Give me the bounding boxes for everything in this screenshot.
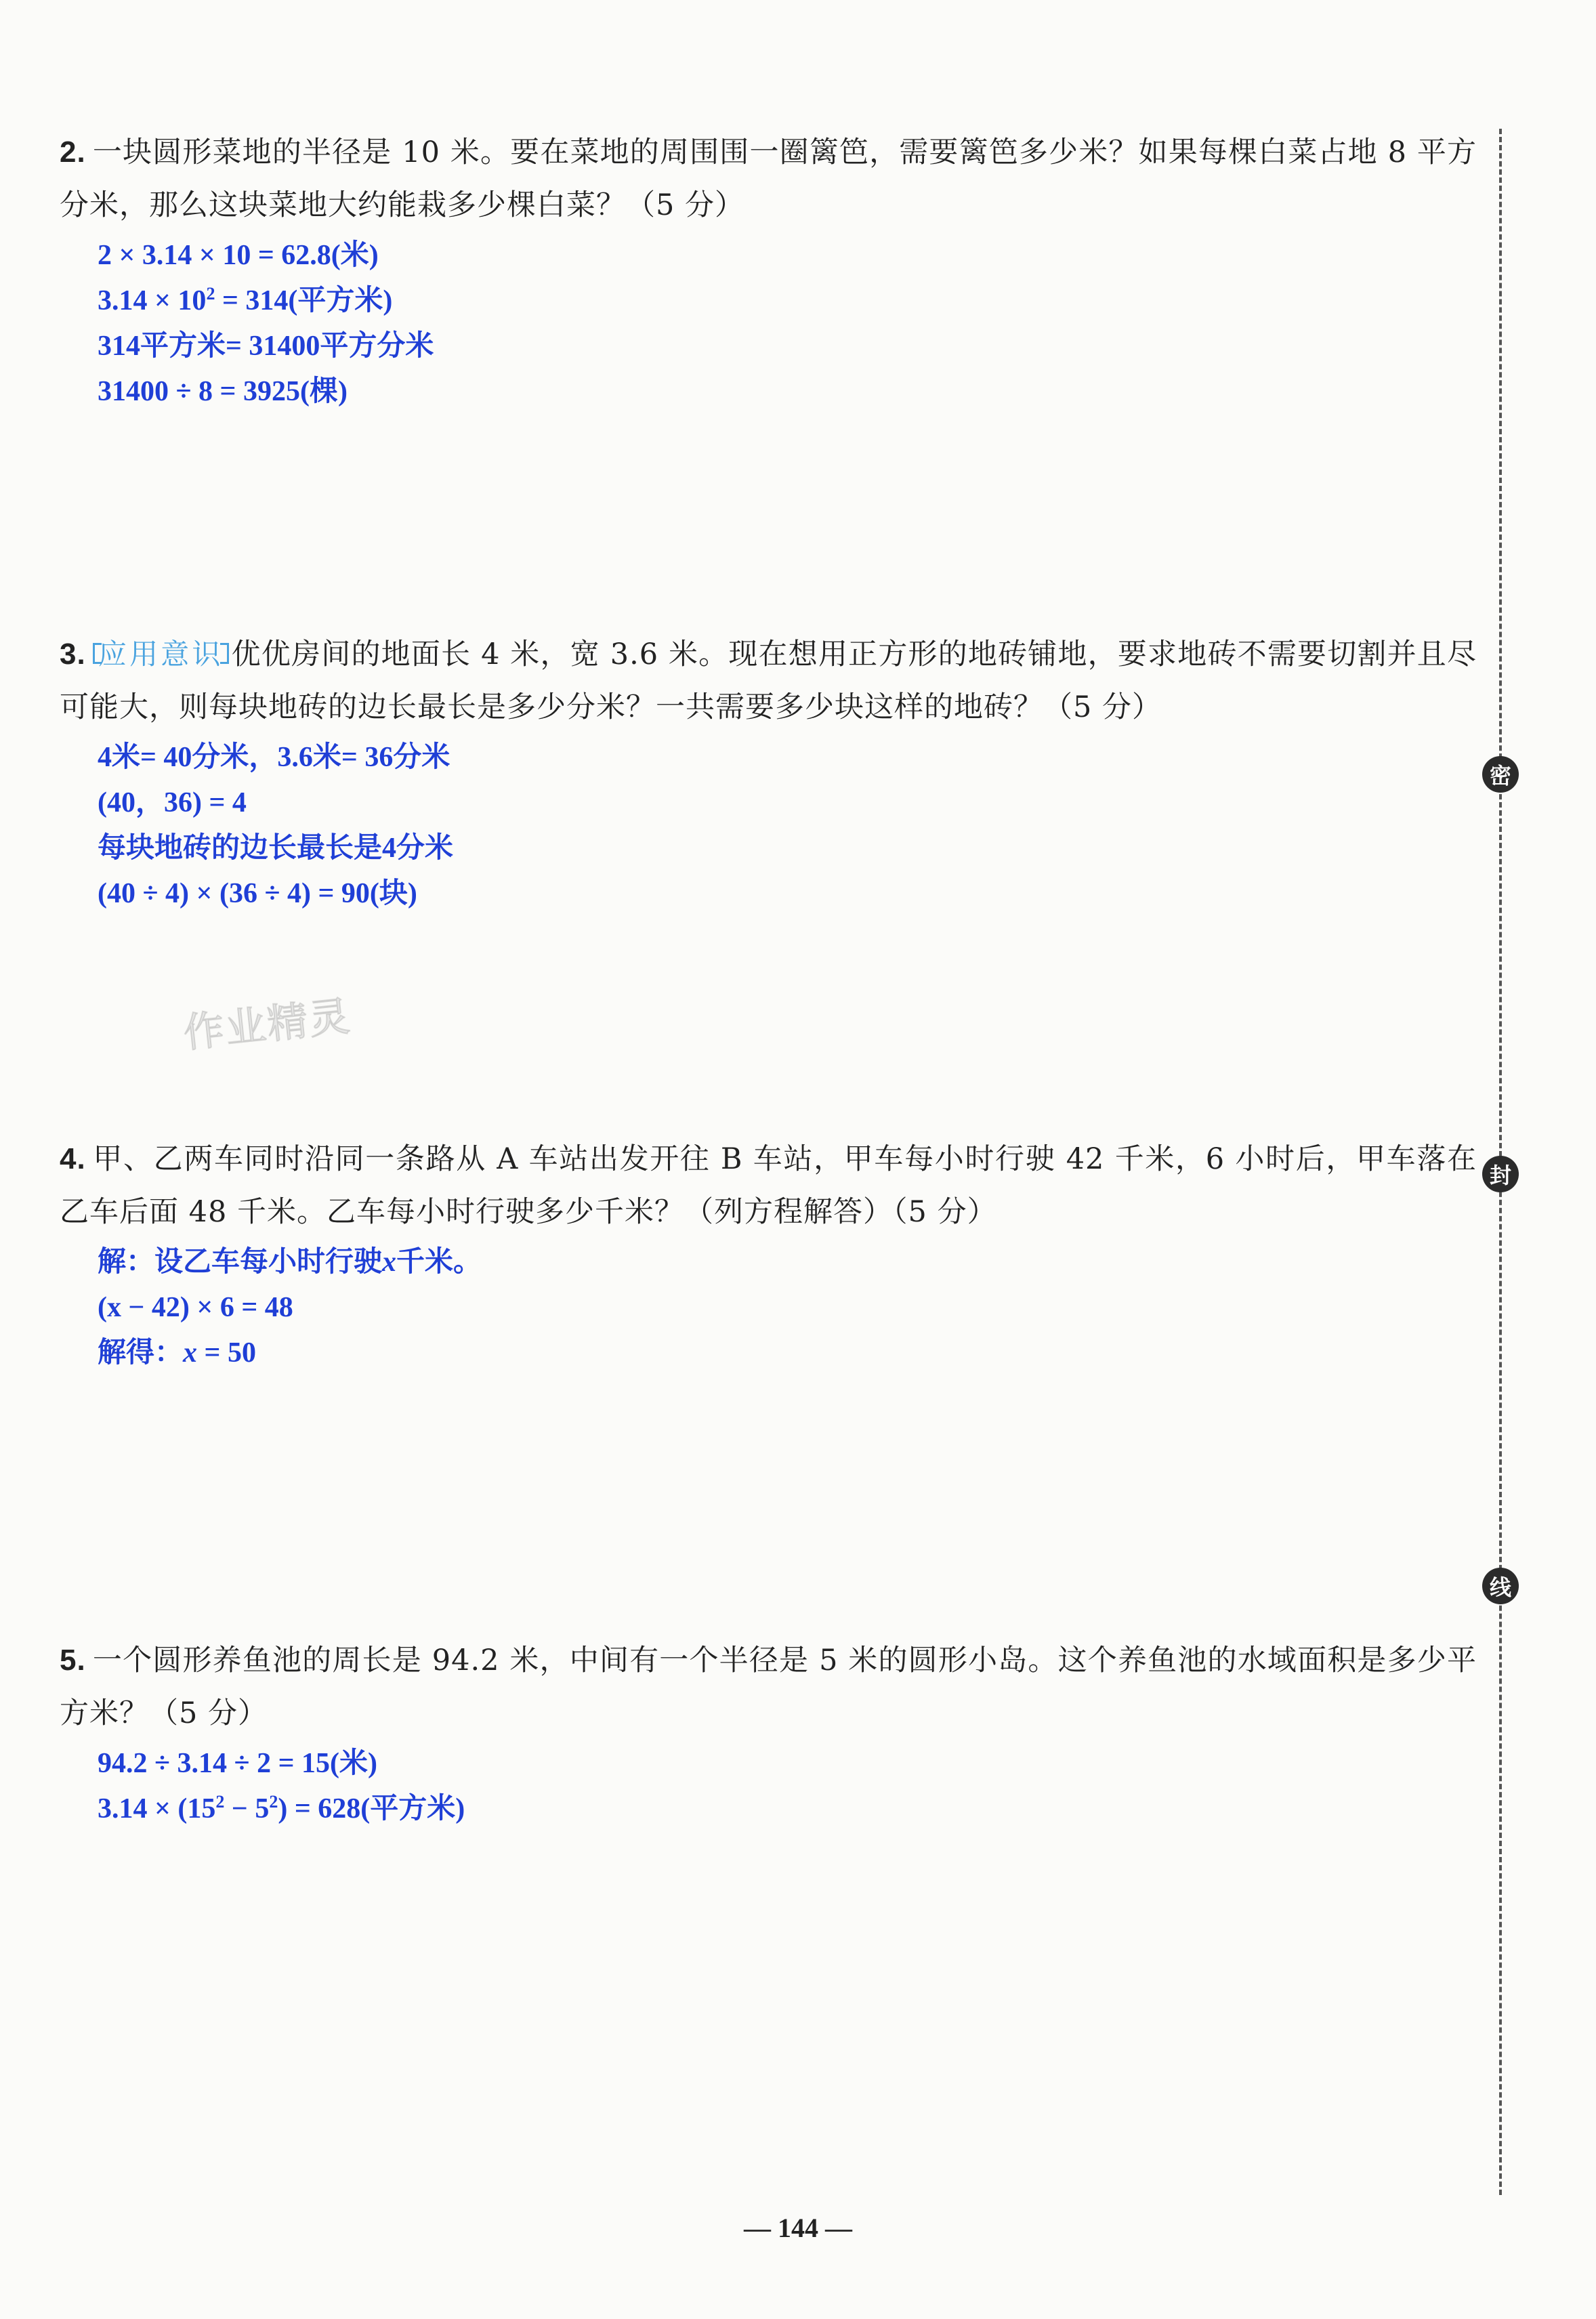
question-text: [60, 126, 1477, 232]
question-number: 4.: [60, 1142, 86, 1175]
answer-block: [60, 735, 1477, 917]
answer-line: (x − 42) × 6 = 48: [98, 1292, 293, 1323]
answer-line: 31400 ÷ 8 = 3925(棵): [98, 376, 348, 407]
seal-label-feng: 封: [1482, 1156, 1519, 1192]
question-5: [60, 1634, 1477, 1832]
question-body: 一块圆形菜地的半径是 10 米。要在菜地的周围围一圈篱笆，需要篱笆多少米？如果每棵白菜占地 8 平方分米，那么这块菜地大约能栽多少棵白菜？（5 分）: [60, 135, 1477, 222]
answer-line: (40 ÷ 4) × (36 ÷ 4) = 90(块): [98, 878, 417, 909]
question-body: 一个圆形养鱼池的周长是 94.2 米，中间有一个半径是 5 米的圆形小岛。这个养鱼池的水域面积是多少平方米？（5 分）: [60, 1644, 1477, 1730]
answer-line: 314平方米= 31400平方分米: [98, 331, 434, 362]
question-text: [60, 628, 1477, 734]
answer-line: $3.14 \times (15^2 - 5^2) = 628$(平方米): [98, 1792, 465, 1824]
question-body: 甲、乙两车同时沿同一条路从 A 车站出发开往 B 车站，甲车每小时行驶 42 千米，6 小时后，甲车落在乙车后面 48 千米。乙车每小时行驶多少千米？（列方程解答）（5 分）: [60, 1142, 1477, 1229]
seal-label-xian: 线: [1482, 1568, 1519, 1604]
answer-block: [60, 1741, 1477, 1832]
watermark: 作业精灵: [181, 993, 354, 1058]
answer-line: 94.2 ÷ 3.14 ÷ 2 = 15(米): [98, 1748, 378, 1779]
question-3: [60, 628, 1477, 917]
page-number: — 144 —: [744, 2213, 852, 2243]
question-2: [60, 126, 1477, 415]
seal-label-mi: 密: [1482, 756, 1519, 793]
answer-line: 解：设乙车每小时行驶x千米。: [98, 1247, 482, 1278]
skill-tag: 应用意识: [93, 638, 229, 671]
question-number: 5.: [60, 1644, 86, 1677]
question-4: [60, 1133, 1477, 1376]
question-body: 优优房间的地面长 4 米，宽 3.6 米。现在想用正方形的地砖铺地，要求地砖不需要切割并且尽可能大，则每块地砖的边长最长是多少分米？一共需要多少块这样的地砖？（5 分）: [60, 638, 1477, 724]
question-text: [60, 1634, 1477, 1740]
answer-line: $3.14 \times 10^2 = 314$(平方米): [98, 284, 393, 316]
question-number: 3.: [60, 638, 86, 671]
answer-line: 解得：x = 50: [98, 1337, 256, 1369]
answer-line: (40，36) = 4: [98, 787, 247, 818]
answer-line: 每块地砖的边长最长是4分米: [98, 833, 454, 864]
answer-line: 2 × 3.14 × 10 = 62.8(米): [98, 240, 379, 271]
question-number: 2.: [60, 135, 86, 169]
answer-line: 4米= 40分米，3.6米= 36分米: [98, 742, 450, 773]
answer-block: [60, 1240, 1477, 1376]
answer-block: [60, 233, 1477, 415]
question-text: [60, 1133, 1477, 1238]
